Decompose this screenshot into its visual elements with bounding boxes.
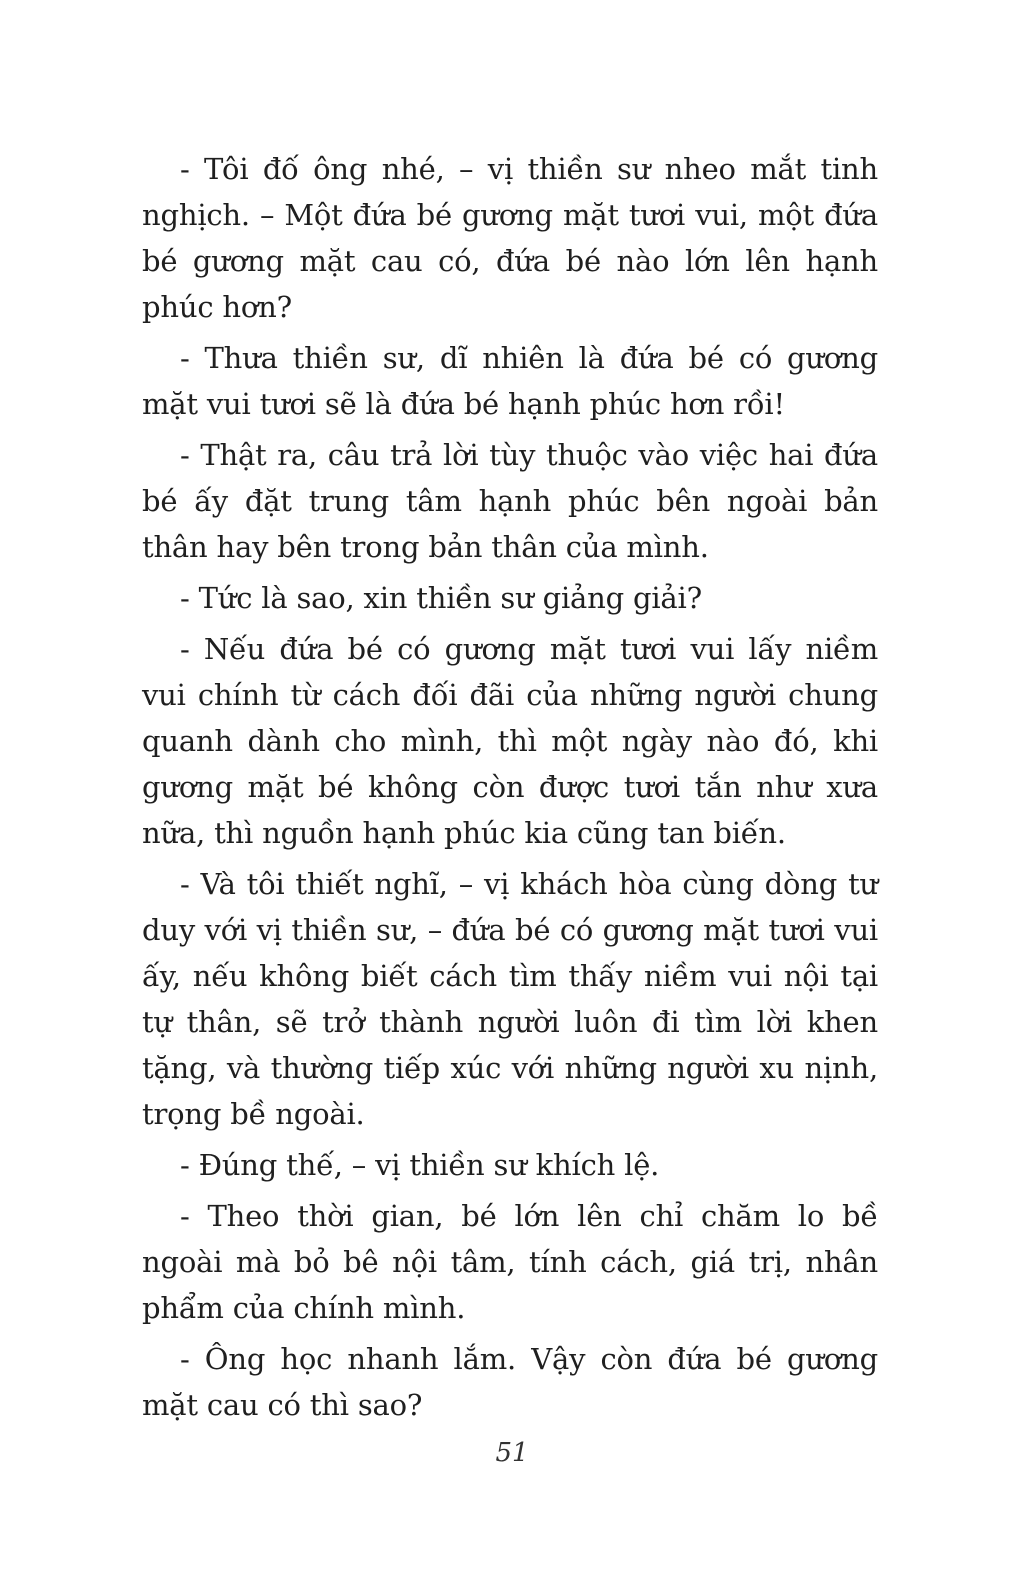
paragraph: - Đúng thế, – vị thiền sư khích lệ.: [180, 1148, 660, 1182]
paragraph: - Tôi đố ông nhé, – vị thiền sư nheo mắt tinh nghịch. – Một đứa bé gương mặt tươi vui, một đứa bé gương mặt cau có, đứa bé nào lớn lên hạnh phúc hơn?: [142, 152, 878, 324]
paragraph: - Và tôi thiết nghĩ, – vị khách hòa cùng dòng tư duy với vị thiền sư, – đứa bé có gương mặt tươi vui ấy, nếu không biết cách tìm thấy niềm vui nội tại tự thân, sẽ trở thành người luôn đi tìm lời khen tặng, và thường tiếp xúc với những người xu nịnh, trọng bề ngoài.: [142, 867, 878, 1131]
page-body: [142, 146, 878, 1433]
paragraph: - Nếu đứa bé có gương mặt tươi vui lấy niềm vui chính từ cách đối đãi của những người chung quanh dành cho mình, thì một ngày nào đó, khi gương mặt bé không còn được tươi tắn như xưa nữa, thì nguồn hạnh phúc kia cũng tan biến.: [142, 632, 878, 850]
paragraph: - Thưa thiền sư, dĩ nhiên là đứa bé có gương mặt vui tươi sẽ là đứa bé hạnh phúc hơn rồi!: [142, 341, 878, 421]
page-number: 51: [495, 1438, 529, 1468]
paragraph: - Thật ra, câu trả lời tùy thuộc vào việc hai đứa bé ấy đặt trung tâm hạnh phúc bên ngoài bản thân hay bên trong bản thân của mình.: [142, 438, 878, 564]
paragraph: - Theo thời gian, bé lớn lên chỉ chăm lo bề ngoài mà bỏ bê nội tâm, tính cách, giá trị, nhân phẩm của chính mình.: [142, 1199, 878, 1325]
paragraph: - Ông học nhanh lắm. Vậy còn đứa bé gương mặt cau có thì sao?: [142, 1342, 878, 1422]
paragraph: - Tức là sao, xin thiền sư giảng giải?: [180, 581, 702, 615]
